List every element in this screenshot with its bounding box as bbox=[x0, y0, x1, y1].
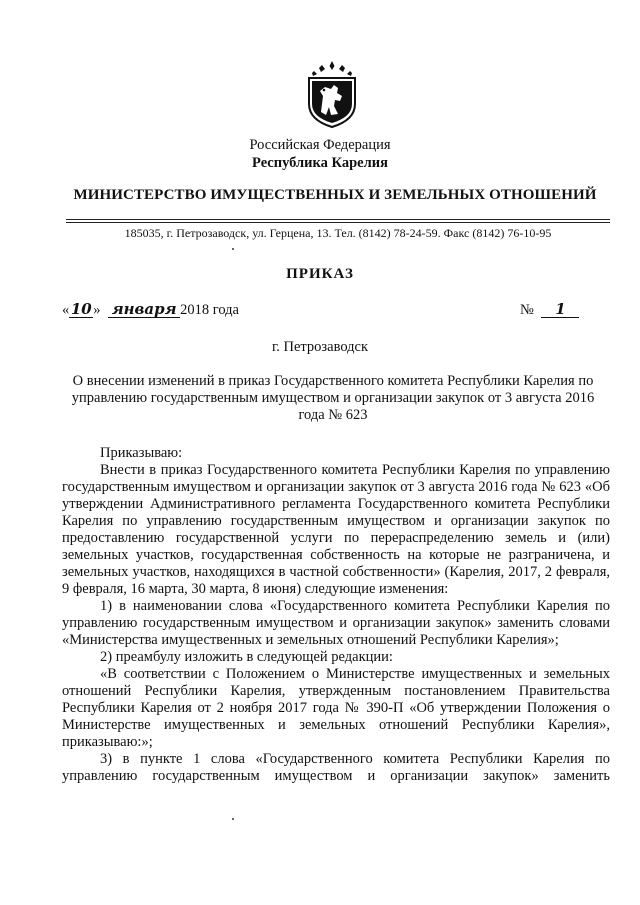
republic-name: Республика Карелия bbox=[252, 155, 388, 171]
document-body bbox=[62, 445, 610, 785]
document-date bbox=[62, 302, 239, 319]
ministry-address: 185035, г. Петрозаводск, ул. Герцена, 13. Тел. (8142) 78-24-59. Факс (8142) 76-10-95 bbox=[124, 226, 552, 240]
body-item-1: 1) в наименовании слова «Государственного комитета Республики Карелия по управлению государственным имуществом и организации закупок» заменить словами «Министерства имущественных и земельных отношений Республики Карелия»; bbox=[62, 598, 610, 648]
number-value-handwritten: 1 bbox=[541, 302, 579, 318]
header-divider-thin bbox=[66, 222, 610, 223]
document-type: ПРИКАЗ bbox=[286, 266, 354, 282]
body-intro: Приказываю: bbox=[100, 445, 183, 461]
date-year: 2018 года bbox=[180, 302, 239, 318]
karelia-coat-of-arms-icon bbox=[305, 60, 359, 128]
document-number bbox=[520, 302, 579, 319]
scan-speck bbox=[232, 248, 234, 250]
country-name: Российская Федерация bbox=[249, 137, 391, 153]
scan-speck bbox=[232, 818, 234, 820]
body-item-2: 2) преамбулу изложить в следующей редакции: bbox=[100, 649, 393, 665]
ministry-name: МИНИСТЕРСТВО ИМУЩЕСТВЕННЫХ И ЗЕМЕЛЬНЫХ ОТНОШЕНИЙ bbox=[73, 187, 597, 203]
date-month-handwritten: января bbox=[108, 302, 180, 318]
document-city: г. Петрозаводск bbox=[271, 339, 369, 355]
date-close-quote: » bbox=[93, 302, 101, 318]
body-item-3: 3) в пункте 1 слова «Государственного комитета Республики Карелия по управлению государственным имуществом и организации закупок» заменить bbox=[62, 751, 610, 784]
body-paragraph-main: Внести в приказ Государственного комитета Республики Карелия по управлению государственным имуществом и организации закупок от 3 августа 2016 года № 623 «Об утверждении Административного регламента Государственного комитета Республики Карелия по управлению государственным имуществом и организации закупок по предоставлению государственной услуги по перераспределению земель и (или) земельных участков, государственная собственность на которые не разграничена, и земельных участков, находящихся в частной собственности» (Карелия, 2017, 2 февраля, 9 февраля, 16 марта, 30 марта, 8 июня) следующие изменения: bbox=[62, 462, 610, 597]
date-open-quote: « bbox=[62, 302, 70, 318]
date-day-handwritten: 10 bbox=[70, 300, 92, 318]
body-item-2-text: «В соответствии с Положением о Министерстве имущественных и земельных отношений Республики Карелия, утвержденным постановлением Правительства Республики Карелия от 2 ноября 2017 года № 390-П «Об утверждении Положения о Министерстве имущественных и земельных отношений Республики Карелия», приказываю:»; bbox=[62, 666, 610, 750]
header-divider bbox=[66, 219, 610, 220]
number-label: № bbox=[520, 302, 534, 318]
document-subject: О внесении изменений в приказ Государственного комитета Республики Карелия по управлению государственным имуществом и организации закупок от 3 августа 2016 года № 623 bbox=[71, 373, 595, 423]
